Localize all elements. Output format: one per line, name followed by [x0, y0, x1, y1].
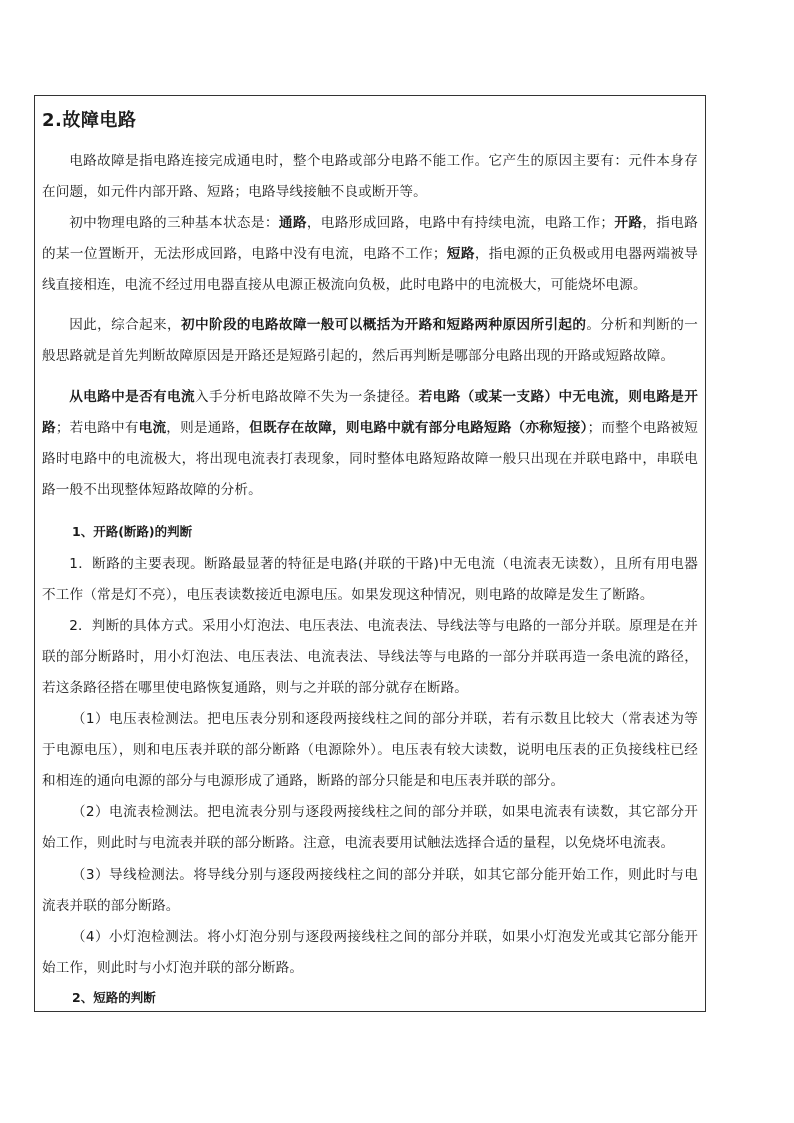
paragraph-wire-method: （3）导线检测法。将导线分别与逐段两接线柱之间的部分并联，如其它部分能开始工作，则此时与电流表并联的部分断路。: [42, 867, 698, 914]
paragraph-current-analysis: 从电路中是否有电流入手分析电路故障不失为一条捷径。若电路（或某一支路）中无电流，则电路是开路；若电路中有电流，则是通路，但既存在故障，则电路中就有部分电路短路（亦称短接）；而整个电路被短路时电路中的电流极大，将出现电流表打表现象，同时整体电路短路故障一般只出现在并联电路中，串联电路一般不出现整体短路故障的分析。: [42, 389, 698, 498]
content-frame: [34, 95, 706, 1012]
paragraph-fault-definition: 电路故障是指电路连接完成通电时，整个电路或部分电路不能工作。它产生的原因主要有：元件本身存在问题，如元件内部开路、短路；电路导线接触不良或断开等。: [42, 153, 698, 200]
paragraph-voltmeter-method: （1）电压表检测法。把电压表分别和逐段两接线柱之间的部分并联，若有示数且比较大（常表述为等于电源电压），则和电压表并联的部分断路（电源除外）。电压表有较大读数，说明电压表的正负接线柱已经和相连的通向电源的部分与电源形成了通路，断路的部分只能是和电压表并联的部分。: [42, 711, 698, 789]
paragraph-ammeter-method: （2）电流表检测法。把电流表分别与逐段两接线柱之间的部分并联，如果电流表有读数，其它部分开始工作，则此时与电流表并联的部分断路。注意，电流表要用试触法选择合适的量程，以免烧坏电流表。: [42, 804, 698, 851]
paragraph-open-method: 2．判断的具体方式。采用小灯泡法、电压表法、电流表法、导线法等与电路的一部分并联。原理是在并联的部分断路时，用小灯泡法、电压表法、电流表法、导线法等与电路的一部分并联再造一条电流的路径，若这条路径搭在哪里使电路恢复通路，则与之并联的部分就存在断路。: [42, 618, 698, 696]
paragraph-summary: 因此，综合起来，初中阶段的电路故障一般可以概括为开路和短路两种原因所引起的。分析和判断的一般思路就是首先判断故障原因是开路还是短路引起的，然后再判断是哪部分电路出现的开路或短路故障。: [42, 317, 698, 364]
paragraph-bulb-method: （4）小灯泡检测法。将小灯泡分别与逐段两接线柱之间的部分并联，如果小灯泡发光或其它部分能开始工作，则此时与小灯泡并联的部分断路。: [42, 929, 698, 976]
section-title: 2.故障电路: [42, 110, 137, 131]
paragraph-open-symptoms: 1．断路的主要表现。断路最显著的特征是电路(并联的干路)中无电流（电流表无读数），且所有用电器不工作（常是灯不亮），电压表读数接近电源电压。如果发现这种情况，则电路的故障是发生了断路。: [42, 556, 698, 603]
subheading-short-circuit: 2、短路的判断: [72, 990, 156, 1005]
paragraph-circuit-states: 初中物理电路的三种基本状态是：通路，电路形成回路，电路中有持续电流，电路工作；开路，指电路的某一位置断开，无法形成回路，电路中没有电流，电路不工作；短路，指电源的正负极或用电器两端被导线直接相连，电流不经过用电器直接从电源正极流向负极，此时电路中的电流极大，可能烧坏电源。: [42, 215, 698, 293]
subheading-open-circuit: 1、开路(断路)的判断: [72, 524, 193, 539]
